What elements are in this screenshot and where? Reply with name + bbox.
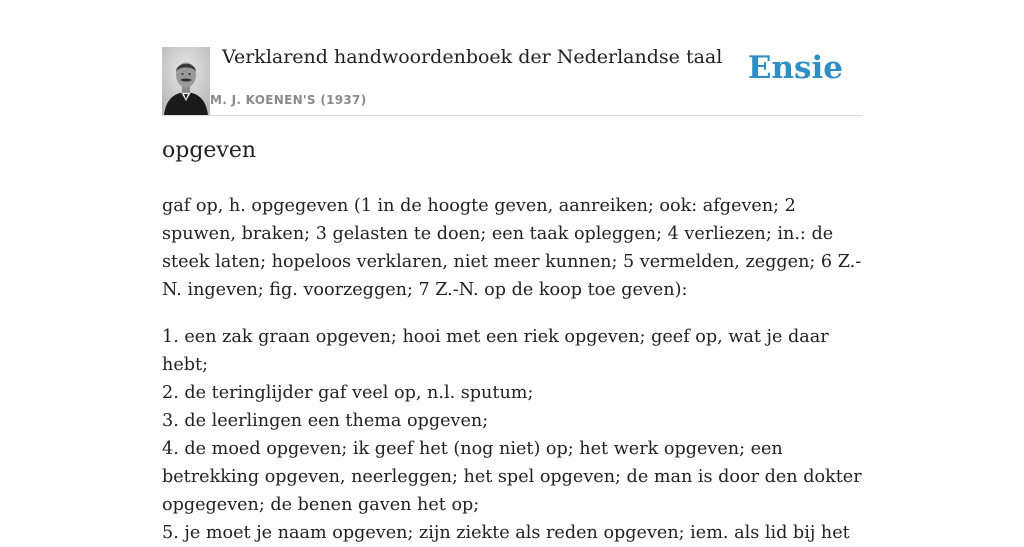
entry-headword: opgeven	[162, 138, 257, 163]
book-author: M. J. KOENEN'S (1937)	[210, 93, 367, 107]
author-portrait-icon	[162, 47, 210, 115]
example-item: 3. de leerlingen een thema opgeven;	[162, 411, 489, 431]
entry-definition: gaf op, h. opgegeven (1 in de hoogte geven, aanreiken; ook: afgeven; 2 spuwen, braken; 3 gelasten te doen; een taak opleggen; 4 verliezen; in.: de steek laten; hopeloos verklaren, niet meer kunnen; 5 vermelden, zeggen; 6 Z.-N. ingeven; fig. voorzeggen; 7 Z.-N. op de koop toe geven):	[162, 196, 862, 300]
example-list	[162, 323, 862, 547]
example-item: 1. een zak graan opgeven; hooi met een riek opgeven; geef op, wat je daar hebt;	[162, 327, 829, 375]
example-item: 2. de teringlijder gaf veel op, n.l. sputum;	[162, 383, 534, 403]
example-item: 4. de moed opgeven; ik geef het (nog niet) op; het werk opgeven; een betrekking opgeven, neerleggen; het spel opgeven; de man is door den dokter opgegeven; de benen gaven het op;	[162, 439, 862, 515]
header	[162, 40, 862, 116]
book-title: Verklarend handwoordenboek der Nederlandse taal	[222, 46, 723, 68]
example-item: 5. je moet je naam opgeven; zijn ziekte als reden opgeven; iem. als lid bij het	[162, 523, 850, 543]
ensie-logo-link[interactable]: Ensie	[747, 50, 843, 86]
